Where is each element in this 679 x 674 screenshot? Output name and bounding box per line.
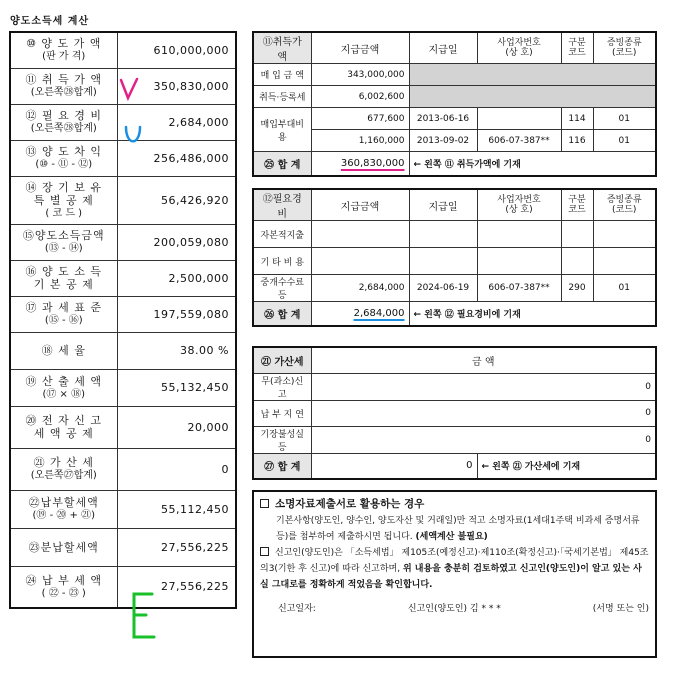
acquisition-cost-table bbox=[252, 31, 657, 177]
table-row bbox=[10, 260, 236, 296]
code-cell: 290 bbox=[561, 275, 593, 302]
amount-cell: 343,000,000 bbox=[311, 64, 409, 86]
instruction-note: ← 왼쪽 ⑪ 취득가액에 기재 bbox=[409, 152, 656, 176]
bracket-mark-green bbox=[126, 589, 158, 643]
row-value: 27,556,225 bbox=[117, 566, 236, 608]
evidence-cell: 01 bbox=[593, 108, 656, 130]
row-value: 38.00 % bbox=[117, 332, 236, 369]
row-label-line: (⑩ - ⑪ - ⑫) bbox=[35, 159, 93, 170]
tax-calculation-table bbox=[9, 31, 237, 609]
header-cell: 지급금액 bbox=[311, 32, 409, 64]
row-label-line: (오른쪽㉘합계) bbox=[30, 123, 97, 134]
checkbox-explanation[interactable] bbox=[260, 499, 269, 508]
penalty-tax-table bbox=[252, 346, 657, 480]
page-title: 양도소득세 계산 bbox=[10, 16, 90, 27]
amount-cell: 0 bbox=[311, 426, 656, 453]
row-label-line: (오른쪽㉗합계) bbox=[30, 470, 97, 481]
signer-name: 신고인(양도인) 김 * * * bbox=[407, 604, 501, 614]
table-row bbox=[10, 448, 236, 490]
header-cell: ⑪취득가액 bbox=[253, 32, 311, 64]
filing-date-label: 신고일자: bbox=[278, 604, 316, 614]
row-label-line: ( 코 드 ) bbox=[45, 207, 83, 219]
row-label bbox=[10, 566, 117, 608]
row-label-line: 세 액 공 제 bbox=[33, 427, 94, 440]
row-label-line: ⑰ 과 세 표 준 bbox=[25, 301, 102, 314]
header-cell: 구분 코드 bbox=[561, 189, 593, 221]
row-label-line: ㉑ 가 산 세 bbox=[33, 456, 94, 469]
row-label: 무(과소)신고 bbox=[253, 373, 311, 400]
row-label-line: ㉓분납할세액 bbox=[28, 540, 99, 554]
header-cell: 지급일 bbox=[409, 32, 477, 64]
check-mark-blue bbox=[122, 124, 144, 150]
row-label-line: (오른쪽㉘합계) bbox=[30, 87, 97, 98]
checkbox-declaration[interactable] bbox=[260, 547, 269, 556]
row-label: 매입부대비용 bbox=[253, 108, 311, 152]
row-value: 200,059,080 bbox=[117, 224, 236, 260]
row-label-line: ⑪ 취 득 가 액 bbox=[25, 73, 102, 86]
row-label bbox=[10, 369, 117, 406]
date-cell: 2024-06-19 bbox=[409, 275, 477, 302]
row-label bbox=[10, 224, 117, 260]
evidence-cell: 01 bbox=[593, 130, 656, 152]
row-label-line: (⑬ - ⑭) bbox=[44, 243, 83, 254]
table-row bbox=[10, 176, 236, 224]
code-cell: 116 bbox=[561, 130, 593, 152]
row-value: 55,132,450 bbox=[117, 369, 236, 406]
amount-cell: 2,684,000 bbox=[311, 275, 409, 302]
check-mark-red bbox=[118, 76, 140, 102]
row-value: 56,426,920 bbox=[117, 176, 236, 224]
biz-cell: 606-07-387** bbox=[477, 275, 561, 302]
total-amount: 2,684,000 bbox=[353, 307, 405, 319]
row-label-line: ⑱ 세 율 bbox=[41, 344, 86, 357]
row-label-line: ⑭ 장 기 보 유 bbox=[25, 180, 102, 194]
total-label: ㉗ 합 계 bbox=[253, 453, 311, 479]
biz-cell bbox=[477, 108, 561, 130]
row-label-line: ㉔ 납 부 세 액 bbox=[25, 573, 102, 587]
table-row bbox=[10, 528, 236, 566]
row-label bbox=[10, 104, 117, 140]
row-value: 2,500,000 bbox=[117, 260, 236, 296]
row-label: 기장불성실등 bbox=[253, 426, 311, 453]
instruction-note: ← 왼쪽 ⑫ 필요경비에 기재 bbox=[409, 302, 656, 326]
date-cell: 2013-06-16 bbox=[409, 108, 477, 130]
disabled-cell bbox=[409, 64, 656, 86]
row-value: 2,684,000 bbox=[117, 104, 236, 140]
table-row bbox=[10, 566, 236, 608]
row-label bbox=[10, 296, 117, 332]
row-value: 350,830,000 bbox=[117, 68, 236, 104]
row-label bbox=[10, 406, 117, 448]
amount-cell: 1,160,000 bbox=[311, 130, 409, 152]
header-cell: 금 액 bbox=[311, 347, 656, 373]
row-label-line: ⑯ 양 도 소 득 bbox=[25, 265, 102, 278]
row-label-line: ⑫ 필 요 경 비 bbox=[25, 109, 102, 122]
row-label-line: ⑬ 양 도 차 익 bbox=[25, 145, 102, 158]
header-cell: 구분 코드 bbox=[561, 32, 593, 64]
row-label-line: (⑮ - ⑯) bbox=[44, 315, 83, 326]
row-label-line: ⑩ 양 도 가 액 bbox=[26, 37, 102, 51]
row-value: 0 bbox=[117, 448, 236, 490]
declaration-text: 신고인(양도인)은 「소득세법」 제105조(예정신고)·제110조(확정신고)·「국세기본법」 제45조의3(기한 후 신고)에 따라 신고하며, bbox=[260, 548, 649, 574]
table-row bbox=[10, 32, 236, 68]
row-label-line: ⑲ 산 출 세 액 bbox=[25, 374, 102, 388]
row-value: 610,000,000 bbox=[117, 32, 236, 68]
necessary-expense-table bbox=[252, 188, 657, 327]
amount-cell: 6,002,600 bbox=[311, 86, 409, 108]
row-label: 중개수수료등 bbox=[253, 275, 311, 302]
explanation-text-bold: (세액계산 불필요) bbox=[415, 532, 488, 542]
row-label bbox=[10, 176, 117, 224]
row-label-line: ⑮양도소득금액 bbox=[22, 229, 105, 242]
row-label bbox=[10, 528, 117, 566]
declaration-text-bold: 위 내용을 충분히 검토하였고 신고인(양도인)이 알고 있는 사실 그대로를 정확하게 적었음을 확인합니다. bbox=[260, 564, 642, 590]
header-cell: 지급일 bbox=[409, 189, 477, 221]
row-label: 기 타 비 용 bbox=[253, 248, 311, 275]
header-cell: 증빙종류 (코드) bbox=[593, 189, 656, 221]
code-cell: 114 bbox=[561, 108, 593, 130]
row-label bbox=[10, 260, 117, 296]
row-label bbox=[10, 490, 117, 528]
amount-cell: 0 bbox=[311, 400, 656, 426]
row-label-line: ⑳ 전 자 신 고 bbox=[25, 414, 102, 427]
evidence-cell: 01 bbox=[593, 275, 656, 302]
row-label-line: ㉒납부할세액 bbox=[28, 496, 99, 509]
row-label-line: (⑰ × ⑱) bbox=[42, 388, 86, 400]
row-label: 매 입 금 액 bbox=[253, 64, 311, 86]
table-row bbox=[10, 296, 236, 332]
row-label: 취득·등록세 bbox=[253, 86, 311, 108]
explanation-text: 기본사항(양도인, 양수인, 양도자산 및 거래일)만 적고 소명자료(1세대1주택 비과세 증명서류 등)를 첨부하여 제출하시면 됩니다. bbox=[276, 516, 640, 542]
amount-cell: 0 bbox=[311, 373, 656, 400]
row-value: 256,486,000 bbox=[117, 140, 236, 176]
amount-cell: 677,600 bbox=[311, 108, 409, 130]
row-label bbox=[10, 32, 117, 68]
header-cell: 지급금액 bbox=[311, 189, 409, 221]
row-label bbox=[10, 332, 117, 369]
explanation-heading: 소명자료제출서로 활용하는 경우 bbox=[275, 498, 425, 510]
total-label: ㉕ 합 계 bbox=[253, 152, 311, 176]
total-amount: 0 bbox=[311, 453, 477, 479]
table-row bbox=[10, 224, 236, 260]
row-label-line: ( ㉒ - ㉓ ) bbox=[41, 587, 86, 599]
table-row bbox=[10, 406, 236, 448]
table-row bbox=[10, 490, 236, 528]
header-cell: ㉑ 가산세 bbox=[253, 347, 311, 373]
row-label-line: 특 별 공 제 bbox=[33, 193, 94, 207]
instruction-note: ← 왼쪽 ㉑ 가산세에 기재 bbox=[477, 453, 656, 479]
row-value: 197,559,080 bbox=[117, 296, 236, 332]
header-cell: 사업자번호 (상 호) bbox=[477, 189, 561, 221]
row-value: 55,112,450 bbox=[117, 490, 236, 528]
biz-cell: 606-07-387** bbox=[477, 130, 561, 152]
row-value: 20,000 bbox=[117, 406, 236, 448]
row-label bbox=[10, 68, 117, 104]
total-amount: 360,830,000 bbox=[340, 157, 405, 169]
table-row bbox=[10, 332, 236, 369]
row-label: 납 부 지 연 bbox=[253, 400, 311, 426]
row-value: 27,556,225 bbox=[117, 528, 236, 566]
declaration-box bbox=[252, 490, 657, 658]
table-row bbox=[10, 369, 236, 406]
row-label bbox=[10, 448, 117, 490]
row-label-line: (판 가 격) bbox=[42, 51, 86, 63]
signature-label: (서명 또는 인) bbox=[592, 604, 649, 614]
total-label: ㉖ 합 계 bbox=[253, 302, 311, 326]
row-label bbox=[10, 140, 117, 176]
row-label-line: (⑲ - ⑳ + ㉑) bbox=[32, 510, 95, 521]
row-label-line: 기 본 공 제 bbox=[33, 278, 94, 291]
disabled-cell bbox=[409, 86, 656, 108]
header-cell: 사업자번호 (상 호) bbox=[477, 32, 561, 64]
date-cell: 2013-09-02 bbox=[409, 130, 477, 152]
header-cell: ⑫필요경비 bbox=[253, 189, 311, 221]
row-label: 자본적지출 bbox=[253, 221, 311, 248]
header-cell: 증빙종류 (코드) bbox=[593, 32, 656, 64]
